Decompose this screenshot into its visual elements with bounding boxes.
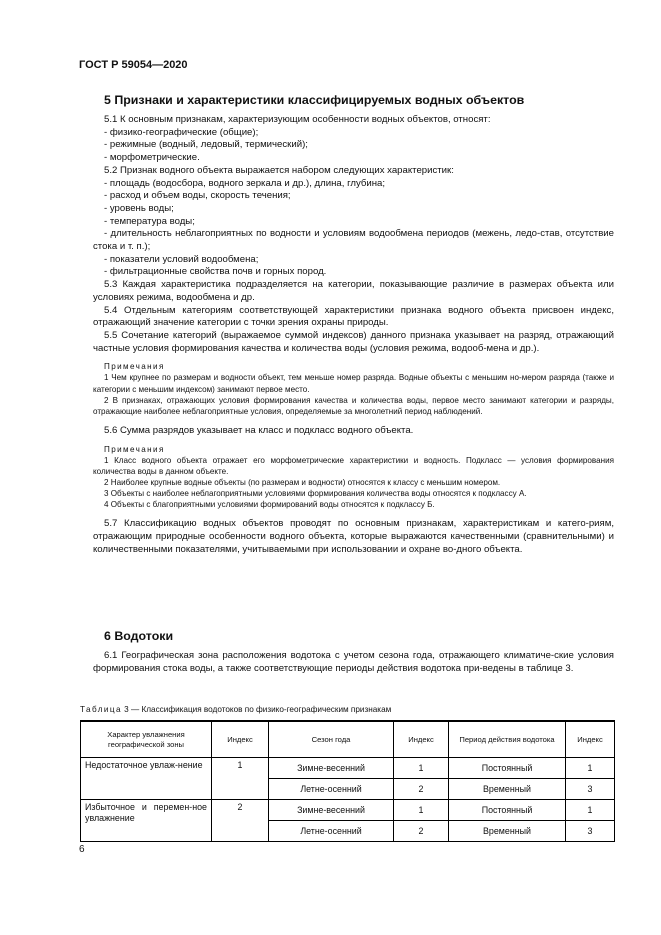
note-item: 3 Объекты с наиболее неблагоприятными условиями формирования количества воды относятся к подклассу А. bbox=[104, 488, 527, 498]
paragraph-5-2: 5.2 Признак водного объекта выражается набором следующих характеристик: bbox=[104, 164, 454, 176]
list-item: - уровень воды; bbox=[104, 202, 174, 214]
list-item-long: - длительность неблагоприятных по водности и условиям водообмена периодов (межень, ледо-став, отсутствие стока и т. п.); bbox=[93, 228, 614, 253]
classification-table bbox=[80, 720, 615, 842]
table-cell: 1 bbox=[394, 758, 449, 779]
table-header-row bbox=[81, 721, 615, 758]
column-header: Характер увлажнения географической зоны bbox=[81, 721, 212, 758]
document-code: ГОСТ Р 59054—2020 bbox=[79, 59, 188, 71]
list-item: - режимные (водный, ледовый, термический); bbox=[104, 139, 308, 151]
table-cell: Временный bbox=[449, 779, 566, 800]
paragraph-5-5: 5.5 Сочетание категорий (выражаемое суммой индексов) данного признака указывает на разряд, отражающий частные условия формирования качества и количества воды (условия режима, водооб-мена и др.). bbox=[93, 329, 614, 354]
table-cell: 2 bbox=[394, 821, 449, 842]
list-item: - площадь (водосбора, водного зеркала и др.), длина, глубина; bbox=[104, 177, 386, 189]
table-cell: 3 bbox=[566, 779, 615, 800]
paragraph-5-6: 5.6 Сумма разрядов указывает на класс и подкласс водного объекта. bbox=[104, 424, 414, 436]
table-cell: Избыточное и перемен-ное увлажнение bbox=[81, 800, 212, 842]
table-cell: Летне-осенний bbox=[269, 779, 394, 800]
column-header: Сезон года bbox=[269, 721, 394, 758]
table-caption-label: Таблица bbox=[80, 705, 122, 714]
table-cell: Зимне-весенний bbox=[269, 800, 394, 821]
table-cell: 3 bbox=[566, 821, 615, 842]
list-item: - морфометрические. bbox=[104, 152, 200, 164]
page-number: 6 bbox=[79, 844, 85, 855]
table-cell: Летне-осенний bbox=[269, 821, 394, 842]
paragraph-5-3: 5.3 Каждая характеристика подразделяется на категории, показывающие различие в размерах объекта или условиях режима, водообмена и др. bbox=[93, 279, 614, 303]
table-cell: 1 bbox=[566, 758, 615, 779]
list-item: - физико-географические (общие); bbox=[104, 126, 259, 138]
section-5-title: 5 Признаки и характеристики классифицируемых водных объектов bbox=[104, 93, 525, 107]
note-item: 4 Объекты с благоприятными условиями формирований воды относятся к подклассу Б. bbox=[104, 500, 435, 509]
table-cell: Постоянный bbox=[449, 800, 566, 821]
note-item: 1 Класс водного объекта отражает его морфометрические характеристики и водность. Подкласс — условия формирования количества воды в данном объекте. bbox=[93, 455, 614, 476]
column-header: Индекс bbox=[394, 721, 449, 758]
column-header: Период действия водотока bbox=[449, 721, 566, 758]
table-cell: Временный bbox=[449, 821, 566, 842]
table-cell: 1 bbox=[566, 800, 615, 821]
table-caption bbox=[80, 705, 391, 714]
paragraph-6-1: 6.1 Географическая зона расположения водотока с учетом сезона года, отражающего климатиче-ские условия формирования стока воды, а также соответствующие периоды действия водотока при-ведены в таблице 3. bbox=[93, 650, 614, 674]
section-6-body bbox=[93, 650, 614, 675]
section-5-body bbox=[93, 114, 614, 556]
list-item: - расход и объем воды, скорость течения; bbox=[104, 190, 291, 202]
table-cell: 2 bbox=[394, 779, 449, 800]
table-cell: 2 bbox=[212, 800, 269, 842]
note-item: 2 Наиболее крупные водные объекты (по размерам и водности) относятся к классу с меньшим номером. bbox=[104, 477, 501, 487]
column-header: Индекс bbox=[566, 721, 615, 758]
paragraph-5-4: 5.4 Отдельным категориям соответствующей характеристики признака водного объекта присвоен индекс, отражающий значение категории с точки зрения охраны природы. bbox=[93, 304, 614, 329]
notes-title: Примечания bbox=[104, 444, 165, 454]
table-caption-text: 3 — Классификация водотоков по физико-географическим признакам bbox=[121, 705, 392, 714]
table-cell: Зимне-весенний bbox=[269, 758, 394, 779]
table-row bbox=[81, 758, 615, 779]
column-header: Индекс bbox=[212, 721, 269, 758]
list-item: - показатели условий водообмена; bbox=[104, 253, 259, 265]
table-row bbox=[81, 800, 615, 821]
list-item: - температура воды; bbox=[104, 215, 195, 227]
section-6-title: 6 Водотоки bbox=[104, 629, 174, 643]
table-cell: 1 bbox=[394, 800, 449, 821]
notes-title: Примечания bbox=[104, 362, 165, 372]
table-cell: Постоянный bbox=[449, 758, 566, 779]
note-item: 1 Чем крупнее по размерам и водности объект, тем меньше номер разряда. Водные объекты с меньшим но-мером разряда (также и категории с меньшим индексом) занимают первое место. bbox=[93, 373, 614, 394]
paragraph-5-1: 5.1 К основным признакам, характеризующим особенности водных объектов, относят: bbox=[104, 114, 491, 125]
table-cell: 1 bbox=[212, 758, 269, 800]
note-item: 2 В признаках, отражающих условия формирования качества и количества воды, первое место занимают категории и разряды, отражающие наиболее неблагоприятные условия, определяемые за многолетний период наблюдений. bbox=[93, 395, 614, 416]
table-cell: Недостаточное увлаж-нение bbox=[81, 758, 212, 800]
list-item: - фильтрационные свойства почв и горных пород. bbox=[104, 266, 327, 278]
paragraph-5-7: 5.7 Классификацию водных объектов проводят по основным признакам, характеристикам и катего-риям, отражающим природные особенности водного объекта, которые выражаются качественными (сравнительными) и количественными показателями, учитываемыми при использовании и охране во-дного объекта. bbox=[93, 518, 614, 555]
